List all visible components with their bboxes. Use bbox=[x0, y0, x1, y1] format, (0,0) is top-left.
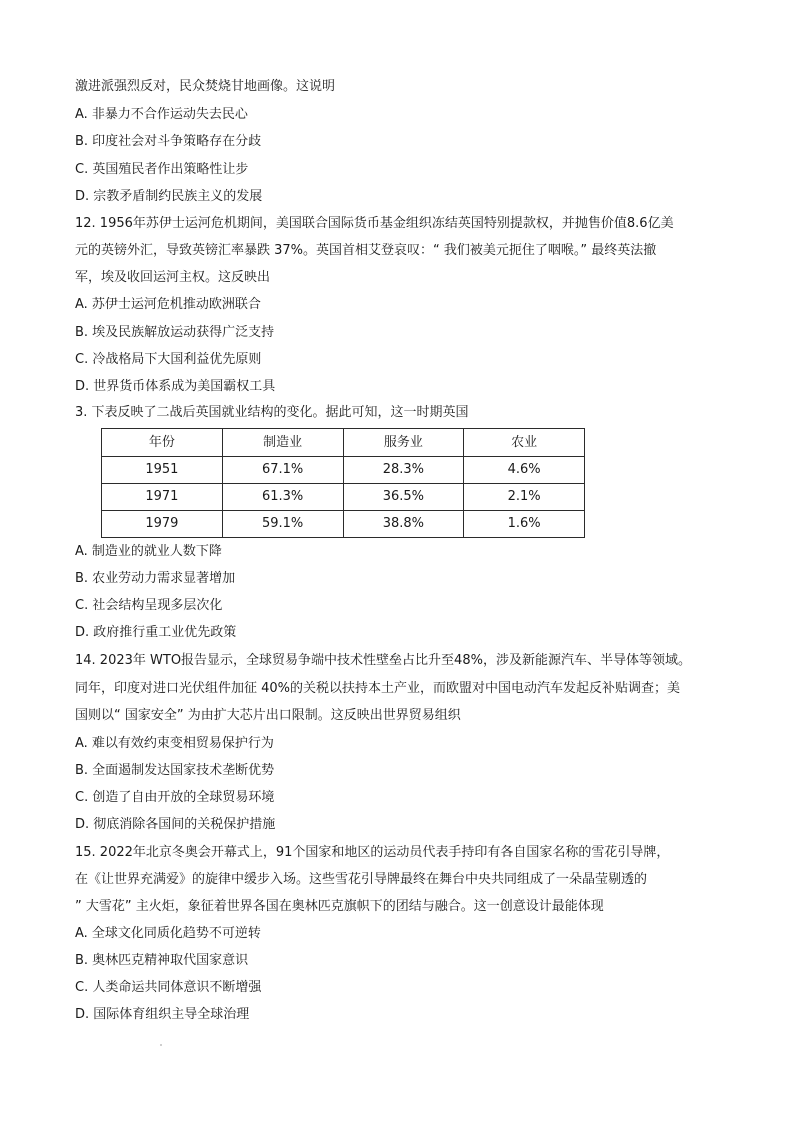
question-13-option-b: B. 农业劳动力需求显著增加 bbox=[75, 571, 236, 586]
question-15-option-c: C. 人类命运共同体意识不断增强 bbox=[75, 980, 262, 995]
question-11-option-d: D. 宗教矛盾制约民族主义的发展 bbox=[75, 189, 263, 204]
table-cell: 38.8% bbox=[343, 511, 464, 538]
table-cell: 61.3% bbox=[222, 484, 343, 511]
question-14-option-d: D. 彻底消除各国间的关税保护措施 bbox=[75, 817, 276, 832]
question-15-stem-line-3: ” 大雪花” 主火炬，象征着世界各国在奥林匹克旗帜下的团结与融合。这一创意设计最能体现 bbox=[75, 899, 604, 914]
employment-structure-table bbox=[101, 428, 585, 538]
question-11-stem: 激进派强烈反对，民众焚烧甘地画像。这说明 bbox=[75, 79, 336, 94]
table-header-cell: 服务业 bbox=[343, 429, 464, 457]
table-header-cell: 农业 bbox=[464, 429, 585, 457]
table-cell: 36.5% bbox=[343, 484, 464, 511]
table-cell: 1979 bbox=[102, 511, 223, 538]
table-header-row bbox=[102, 429, 585, 457]
table-header-cell: 年份 bbox=[102, 429, 223, 457]
table-cell: 1.6% bbox=[464, 511, 585, 538]
table-cell: 4.6% bbox=[464, 457, 585, 484]
question-12-option-c: C. 冷战格局下大国利益优先原则 bbox=[75, 352, 262, 367]
question-13-option-c: C. 社会结构呈现多层次化 bbox=[75, 598, 223, 613]
question-13-stem: 3. 下表反映了二战后英国就业结构的变化。据此可知，这一时期英国 bbox=[75, 405, 469, 420]
question-15-option-a: A. 全球文化同质化趋势不可逆转 bbox=[75, 926, 261, 941]
question-12-option-d: D. 世界货币体系成为美国霸权工具 bbox=[75, 379, 276, 394]
table-cell: 28.3% bbox=[343, 457, 464, 484]
question-14-option-c: C. 创造了自由开放的全球贸易环境 bbox=[75, 790, 275, 805]
question-15-option-d: D. 国际体育组织主导全球治理 bbox=[75, 1007, 250, 1022]
question-14-option-b: B. 全面遏制发达国家技术垄断优势 bbox=[75, 763, 275, 778]
question-14-option-a: A. 难以有效约束变相贸易保护行为 bbox=[75, 736, 274, 751]
question-14-stem-line-1: 14. 2023年 WTO报告显示，全球贸易争端中技术性壁垒占比升至48%，涉及新能源汽车、半导体等领域。 bbox=[75, 653, 691, 668]
table-cell: 1951 bbox=[102, 457, 223, 484]
question-12-option-b: B. 埃及民族解放运动获得广泛支持 bbox=[75, 325, 275, 340]
question-15-stem-line-1: 15. 2022年北京冬奥会开幕式上，91个国家和地区的运动员代表手持印有各自国家名称的雪花引导牌， bbox=[75, 845, 670, 860]
question-14-stem-line-3: 国则以“ 国家安全” 为由扩大芯片出口限制。这反映出世界贸易组织 bbox=[75, 708, 461, 723]
table-cell: 59.1% bbox=[222, 511, 343, 538]
question-11-option-b: B. 印度社会对斗争策略存在分歧 bbox=[75, 134, 262, 149]
question-11-option-a: A. 非暴力不合作运动失去民心 bbox=[75, 107, 248, 122]
question-12-option-a: A. 苏伊士运河危机推动欧洲联合 bbox=[75, 297, 261, 312]
table-cell: 1971 bbox=[102, 484, 223, 511]
question-12-stem-line-1: 12. 1956年苏伊士运河危机期间，美国联合国际货币基金组织冻结英国特别提款权，并抛售价值8.6亿美 bbox=[75, 216, 674, 231]
question-12-stem-line-3: 军，埃及收回运河主权。这反映出 bbox=[75, 270, 271, 285]
table-cell: 2.1% bbox=[464, 484, 585, 511]
question-15-stem-line-2: 在《让世界充满爱》的旋律中缓步入场。这些雪花引导牌最终在舞台中央共同组成了一朵晶莹剔透的 bbox=[75, 872, 648, 887]
table-row bbox=[102, 457, 585, 484]
table-cell: 67.1% bbox=[222, 457, 343, 484]
table-header-cell: 制造业 bbox=[222, 429, 343, 457]
table-row bbox=[102, 511, 585, 538]
question-13-option-d: D. 政府推行重工业优先政策 bbox=[75, 625, 237, 640]
question-15-option-b: B. 奥林匹克精神取代国家意识 bbox=[75, 953, 249, 968]
question-12-stem-line-2: 元的英镑外汇，导致英镑汇率暴跌 37%。英国首相艾登哀叹：“ 我们被美元扼住了咽喉。” 最终英法撤 bbox=[75, 243, 657, 258]
question-13-option-a: A. 制造业的就业人数下降 bbox=[75, 544, 222, 559]
question-14-stem-line-2: 同年，印度对进口光伏组件加征 40%的关税以扶持本土产业，而欧盟对中国电动汽车发起反补贴调查；美 bbox=[75, 681, 681, 696]
question-11-option-c: C. 英国殖民者作出策略性让步 bbox=[75, 162, 249, 177]
table-row bbox=[102, 484, 585, 511]
stray-dot-mark bbox=[160, 1044, 162, 1046]
